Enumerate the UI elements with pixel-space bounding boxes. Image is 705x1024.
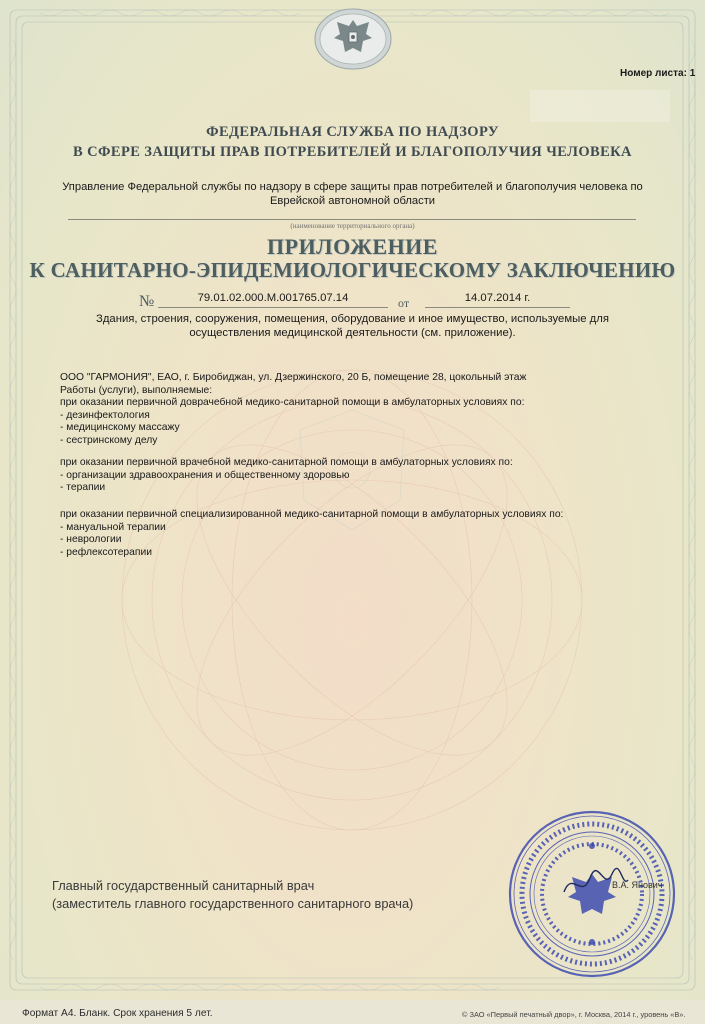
list-item: - дезинфектология bbox=[60, 409, 150, 421]
agency-name-line1: ФЕДЕРАЛЬНАЯ СЛУЖБА ПО НАДЗОРУ bbox=[206, 124, 499, 140]
office-underline bbox=[68, 219, 636, 220]
territorial-office bbox=[50, 180, 655, 208]
conclusion-date: 14.07.2014 г. bbox=[464, 292, 531, 304]
works-heading: Работы (услуги), выполняемые: bbox=[60, 384, 213, 396]
agency-name-line2: В СФЕРЕ ЗАЩИТЫ ПРАВ ПОТРЕБИТЕЛЕЙ И БЛАГОПОЛУЧИЯ ЧЕЛОВЕКА bbox=[73, 144, 632, 160]
date-from-label: от bbox=[398, 296, 410, 310]
russian-coat-of-arms-icon bbox=[314, 8, 392, 70]
group1-heading: при оказании первичной доврачебной медико-санитарной помощи в амбулаторных условиях по: bbox=[60, 397, 525, 409]
services-block-2 bbox=[60, 457, 620, 495]
conclusion-number: 79.01.02.000.М.001765.07.14 bbox=[197, 292, 349, 304]
document-subtitle: К САНИТАРНО-ЭПИДЕМИОЛОГИЧЕСКОМУ ЗАКЛЮЧЕНИЮ bbox=[29, 258, 676, 282]
subject-line2: осуществления медицинской деятельности (см. приложение). bbox=[189, 327, 516, 339]
date-underline bbox=[425, 307, 570, 308]
footer-format-note: Формат А4. Бланк. Срок хранения 5 лет. bbox=[22, 1008, 213, 1019]
group2-heading: при оказании первичной врачебной медико-санитарной помощи в амбулаторных условиях по: bbox=[60, 457, 513, 468]
group3-heading: при оказании первичной специализированной медико-санитарной помощи в амбулаторных условиях по: bbox=[60, 509, 564, 520]
list-item: - сестринскому делу bbox=[60, 434, 158, 446]
organization-address: ООО "ГАРМОНИЯ", ЕАО, г. Биробиджан, ул. Дзержинского, 20 Б, помещение 28, цокольный этаж bbox=[60, 372, 527, 383]
subject-description bbox=[60, 312, 645, 340]
list-item: - терапии bbox=[60, 482, 106, 494]
sheet-number-value: 1 bbox=[689, 68, 696, 79]
list-item: - мануальной терапии bbox=[60, 521, 166, 533]
list-item: - неврологии bbox=[60, 534, 122, 546]
signer-title-line2: (заместитель главного государственного санитарного врача) bbox=[52, 896, 414, 911]
office-caption: (наименование территориального органа) bbox=[290, 222, 415, 230]
footer-printer-note: © ЗАО «Первый печатный двор», г. Москва, 2014 г., уровень «В». bbox=[462, 1010, 686, 1019]
services-block-1 bbox=[60, 372, 620, 448]
signer-title-line1: Главный государственный санитарный врач bbox=[52, 878, 315, 893]
list-item: - рефлексотерапии bbox=[60, 546, 152, 558]
document-title: ПРИЛОЖЕНИЕ bbox=[267, 234, 438, 259]
number-underline bbox=[158, 307, 388, 308]
services-block-3 bbox=[60, 509, 620, 559]
sheet-number-label: Номер листа: bbox=[620, 68, 687, 79]
number-sign: № bbox=[139, 293, 155, 310]
list-item: - организации здравоохранения и общественному здоровью bbox=[60, 469, 350, 481]
sheet-number bbox=[620, 68, 695, 79]
office-line2: Еврейской автономной области bbox=[269, 195, 436, 207]
signer-name: В.А. Янович bbox=[612, 880, 663, 890]
list-item: - медицинскому массажу bbox=[60, 422, 180, 434]
subject-line1: Здания, строения, сооружения, помещения, оборудование и иное имущество, используемые для bbox=[96, 313, 609, 325]
office-line1: Управление Федеральной службы по надзору в сфере защиты прав потребителей и благополучия человека по bbox=[62, 181, 643, 193]
registration-box bbox=[530, 90, 670, 122]
